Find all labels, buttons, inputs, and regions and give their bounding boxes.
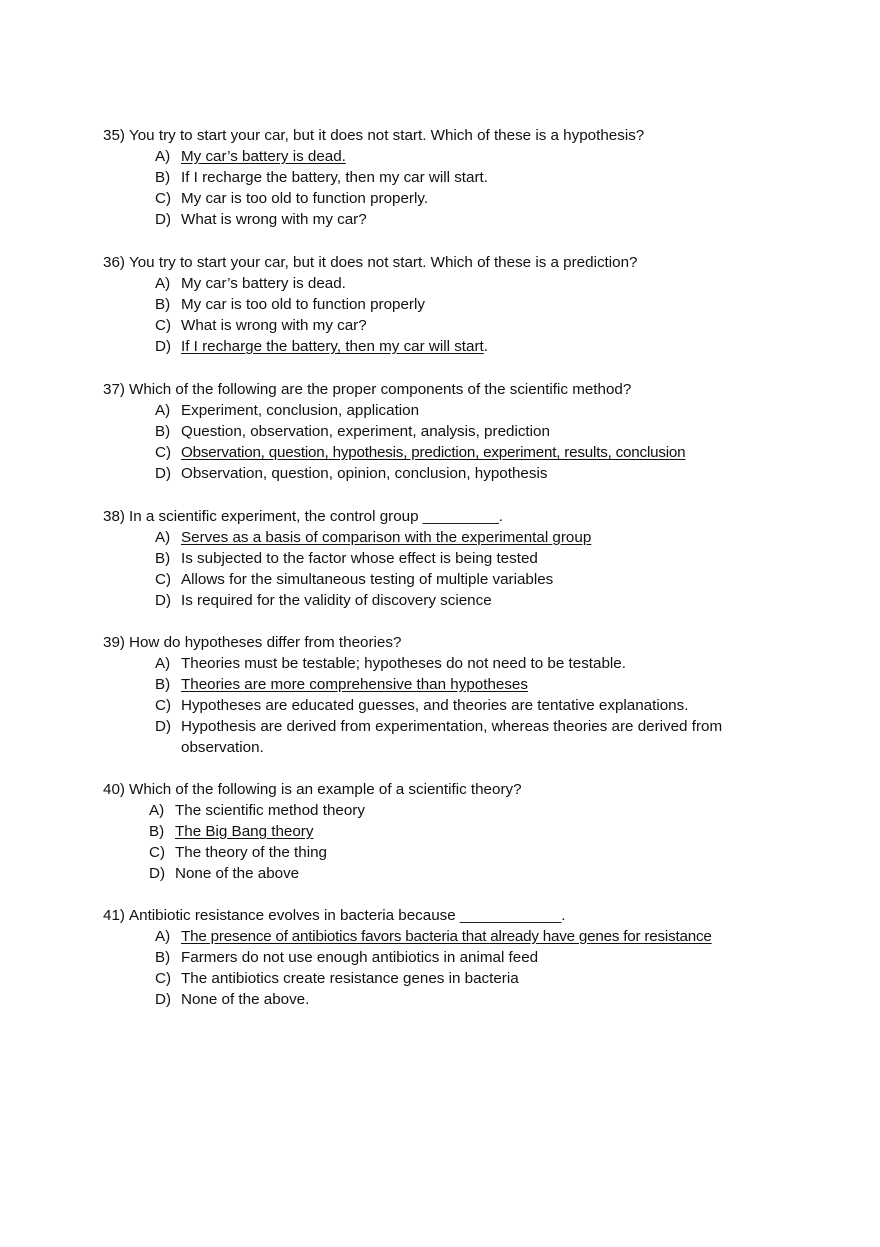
option-d: [103, 463, 803, 484]
option-text: Hypotheses are educated guesses, and theories are tentative explanations.: [181, 697, 689, 714]
question-37: [103, 379, 803, 484]
option-letter: B): [155, 949, 171, 966]
option-d: [103, 336, 783, 357]
option-letter: B): [155, 296, 171, 313]
question-text: You try to start your car, but it does not start. Which of these is a prediction?: [129, 254, 638, 271]
question-text: Antibiotic resistance evolves in bacteria because ____________.: [129, 907, 566, 924]
option-text: Allows for the simultaneous testing of multiple variables: [181, 571, 554, 588]
option-letter: D): [155, 718, 172, 735]
option-b: [103, 674, 783, 695]
option-a: [103, 926, 803, 947]
option-a: [103, 800, 783, 821]
option-letter: C): [155, 190, 172, 207]
option-letter: A): [155, 655, 171, 672]
option-letter: D): [155, 465, 172, 482]
option-text-answer: Observation, question, hypothesis, prediction, experiment, results, conclusion: [181, 444, 686, 461]
option-c: [103, 569, 783, 590]
question-number: 38): [103, 508, 125, 525]
option-text: My car is too old to function properly: [181, 296, 425, 313]
option-a: [103, 400, 803, 421]
question-38: [103, 506, 783, 611]
option-d: [103, 590, 783, 611]
question-text: In a scientific experiment, the control group _________.: [129, 508, 504, 525]
option-text: The theory of the thing: [175, 844, 327, 861]
option-letter: B): [155, 423, 171, 440]
option-text: The scientific method theory: [175, 802, 365, 819]
question-text: You try to start your car, but it does not start. Which of these is a hypothesis?: [129, 127, 645, 144]
option-b: [103, 294, 783, 315]
option-text: What is wrong with my car?: [181, 317, 367, 334]
question-number: 36): [103, 254, 125, 271]
option-text: Is required for the validity of discovery science: [181, 592, 492, 609]
option-text: Is subjected to the factor whose effect is being tested: [181, 550, 538, 567]
option-letter: B): [155, 676, 171, 693]
option-d: [103, 863, 783, 884]
question-35: [103, 125, 783, 230]
option-b: [103, 548, 783, 569]
option-a: [103, 653, 783, 674]
option-letter: C): [155, 444, 172, 461]
option-letter: A): [155, 928, 171, 945]
option-b: [103, 167, 783, 188]
option-text: Experiment, conclusion, application: [181, 402, 420, 419]
option-letter: D): [155, 592, 172, 609]
option-d: [103, 989, 803, 1010]
option-letter: C): [149, 844, 166, 861]
option-b: [103, 421, 803, 442]
option-letter: C): [155, 571, 172, 588]
option-text: What is wrong with my car?: [181, 211, 367, 228]
option-letter: D): [155, 211, 172, 228]
option-text-answer: If I recharge the battery, then my car will start: [181, 338, 484, 355]
option-letter: A): [155, 275, 171, 292]
question-40: [103, 779, 783, 884]
option-letter: A): [155, 402, 171, 419]
option-letter: B): [155, 550, 171, 567]
option-text: The antibiotics create resistance genes in bacteria: [181, 970, 519, 987]
option-c: [103, 315, 783, 336]
option-d: [103, 209, 783, 230]
option-text-answer: The presence of antibiotics favors bacteria that already have genes for resistance: [181, 928, 712, 945]
option-letter: B): [149, 823, 165, 840]
option-text: Hypothesis are derived from experimentation, whereas theories are derived from observation.: [181, 718, 723, 756]
option-c: [103, 968, 803, 989]
option-b: [103, 821, 783, 842]
option-letter: C): [155, 317, 172, 334]
question-41: [103, 905, 803, 1010]
option-c: [103, 695, 783, 716]
option-a: [103, 273, 783, 294]
question-text: Which of the following are the proper components of the scientific method?: [129, 381, 632, 398]
question-text: How do hypotheses differ from theories?: [129, 634, 402, 651]
question-39: [103, 632, 783, 758]
option-text: None of the above.: [181, 991, 310, 1008]
option-c: [103, 188, 783, 209]
option-text: Theories must be testable; hypotheses do not need to be testable.: [181, 655, 626, 672]
question-number: 35): [103, 127, 125, 144]
option-text: None of the above: [175, 865, 300, 882]
option-letter: D): [155, 338, 172, 355]
option-suffix: .: [483, 338, 488, 355]
option-letter: A): [149, 802, 165, 819]
question-number: 39): [103, 634, 125, 651]
question-36: [103, 252, 783, 357]
question-number: 41): [103, 907, 125, 924]
option-a: [103, 527, 783, 548]
option-text-answer: Serves as a basis of comparison with the experimental group: [181, 529, 592, 546]
option-text: Observation, question, opinion, conclusion, hypothesis: [181, 465, 548, 482]
option-b: [103, 947, 803, 968]
option-text: My car is too old to function properly.: [181, 190, 429, 207]
option-letter: A): [155, 529, 171, 546]
option-letter: B): [155, 169, 171, 186]
option-c: [103, 442, 803, 463]
option-letter: C): [155, 970, 172, 987]
option-letter: C): [155, 697, 172, 714]
option-c: [103, 842, 783, 863]
option-text: If I recharge the battery, then my car will start.: [181, 169, 488, 186]
option-d: [103, 716, 783, 758]
option-text-answer: My car’s battery is dead.: [181, 148, 346, 165]
question-number: 40): [103, 781, 125, 798]
question-text: Which of the following is an example of a scientific theory?: [129, 781, 522, 798]
question-number: 37): [103, 381, 125, 398]
option-text-answer: The Big Bang theory: [175, 823, 314, 840]
option-text: My car’s battery is dead.: [181, 275, 346, 292]
option-a: [103, 146, 783, 167]
option-letter: A): [155, 148, 171, 165]
option-text: Farmers do not use enough antibiotics in animal feed: [181, 949, 539, 966]
option-text: Question, observation, experiment, analysis, prediction: [181, 423, 550, 440]
option-text-answer: Theories are more comprehensive than hypotheses: [181, 676, 528, 693]
option-letter: D): [149, 865, 166, 882]
option-letter: D): [155, 991, 172, 1008]
